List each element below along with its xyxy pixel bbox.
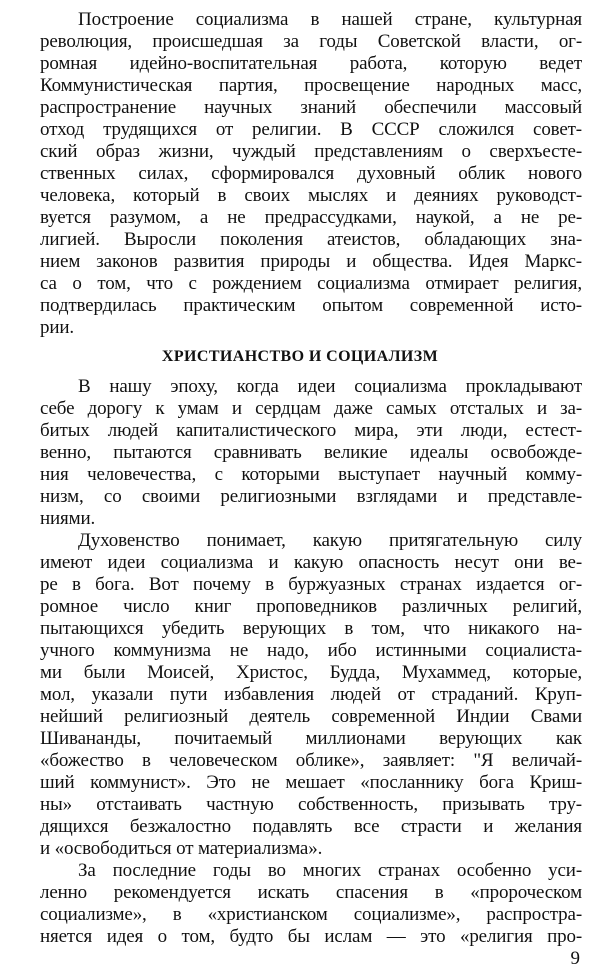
text-line: себе дорогу к умам и сердцам даже самых отсталых и за- xyxy=(40,398,582,419)
text-line: ре в бога. Вот почему в буржуазных странах издается ог- xyxy=(40,574,582,595)
text-line: распространение научных знаний обеспечили массовый xyxy=(40,97,582,118)
text-line: пытающихся убедить верующих в том, что никакого на- xyxy=(40,618,582,639)
text-line: лигией. Выросли поколения атеистов, обладающих зна- xyxy=(40,229,582,250)
text-line: битых людей капиталистического мира, эти люди, естест- xyxy=(40,420,582,441)
text-line: Шивананды, почитаемый миллионами верующих как xyxy=(40,728,582,749)
text-line: Духовенство понимает, какую притягательную силу xyxy=(78,530,582,551)
text-line: «божество в человеческом облике», заявляет: "Я величай- xyxy=(40,750,582,771)
text-line: ский образ жизни, чуждый представлениям о сверхъесте- xyxy=(40,141,582,162)
text-line: ромное число книг проповедников различных религий, xyxy=(40,596,582,617)
text-line: человека, который в своих мыслях и деяниях руководст- xyxy=(40,185,582,206)
text-line: ны» отстаивать частную собственность, призывать тру- xyxy=(40,794,582,815)
text-line: ственных силах, сформировался духовный облик нового xyxy=(40,163,582,184)
text-line: учного коммунизма не надо, ибо истинными социалиста- xyxy=(40,640,582,661)
text-line: рии. xyxy=(40,317,74,338)
text-line: нием законов развития природы и общества. Идея Маркс- xyxy=(40,251,582,272)
text-line: ми были Моисей, Христос, Будда, Мухаммед, которые, xyxy=(40,662,582,683)
text-line: низм, со своими религиозными взглядами и представле- xyxy=(40,486,582,507)
text-line: вуется разумом, а не предрассудками, наукой, а не ре- xyxy=(40,207,582,228)
section-heading: ХРИСТИАНСТВО И СОЦИАЛИЗМ xyxy=(161,348,439,365)
text-line: са о том, что с рождением социализма отмирает религия, xyxy=(40,273,582,294)
text-line: имеют идеи социализма и какую опасность несут они ве- xyxy=(40,552,582,573)
text-line: подтвердилась практическим опытом современной исто- xyxy=(40,295,582,316)
text-line: нейший религиозный деятель современной Индии Свами xyxy=(40,706,582,727)
text-line: социализме», в «христианском социализме», распростра- xyxy=(40,904,582,925)
text-line: ромная идейно-воспитательная работа, которую ведет xyxy=(40,53,582,74)
text-line: Построение социализма в нашей стране, культурная xyxy=(78,9,582,30)
text-line: революция, происшедшая за годы Советской власти, ог- xyxy=(40,31,582,52)
page-number: 9 xyxy=(570,948,580,969)
text-line: и «освободиться от материализма». xyxy=(40,838,323,859)
text-line: отход трудящихся от религии. В СССР сложился совет- xyxy=(40,119,582,140)
text-line: ший коммунист». Это не мешает «посланнику бога Криш- xyxy=(40,772,582,793)
text-line: В нашу эпоху, когда идеи социализма прокладывают xyxy=(78,376,582,397)
text-line: венно, пытаются сравнивать великие идеалы освобожде- xyxy=(40,442,582,463)
text-line: Коммунистическая партия, просвещение народных масс, xyxy=(40,75,582,96)
text-line: мол, указали пути избавления людей от страданий. Круп- xyxy=(40,684,582,705)
text-line: ниями. xyxy=(40,508,96,529)
text-line: дящихся безжалостно подавлять все страсти и желания xyxy=(40,816,582,837)
text-line: За последние годы во многих странах особенно уси- xyxy=(78,860,582,881)
text-line: няется идея о том, будто бы ислам — это «религия про- xyxy=(40,926,582,947)
text-line: ленно рекомендуется искать спасения в «пророческом xyxy=(40,882,582,903)
text-line: ния человечества, с которыми выступает научный комму- xyxy=(40,464,582,485)
